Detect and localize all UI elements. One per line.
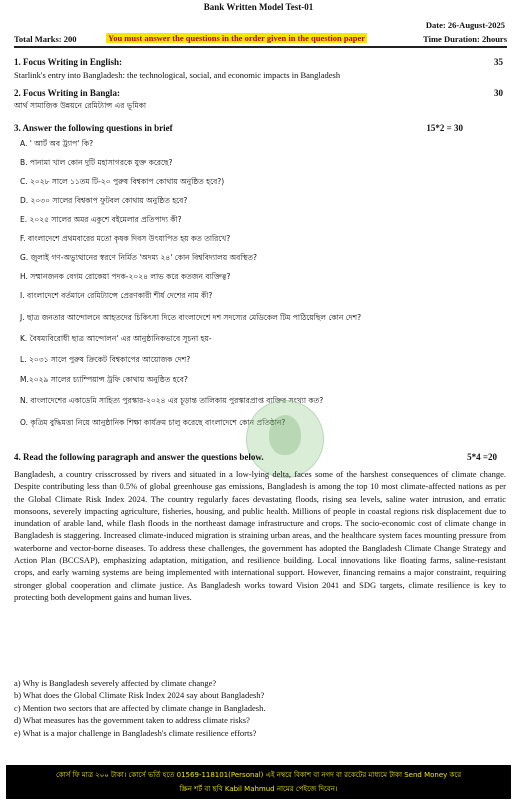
question-3f: F. বাংলাদেশে প্রথমবারের মতো কৃষক দিবস উৎযাপিত হয় কত তারিখে? xyxy=(20,234,231,243)
question-3n: N. বাংলাদেশের একাডেমি সাহিত্য পুরস্কার-২০২৪ এর চূড়ান্ত তালিকায় পুরস্কারপ্রাপ্ত ব্যক্তির সংখ্যা কত? xyxy=(20,396,324,405)
passage-questions xyxy=(14,677,506,739)
question-3m: M.২০২৯ সালের চ্যাম্পিয়ান্স ট্রফি কোথায় অনুষ্ঠিত হবে? xyxy=(20,375,188,384)
question-3l: L. ২০৩১ সালে পুরুষ ক্রিকেট বিশ্বকাপের আয়োজক দেশ? xyxy=(20,355,191,364)
section-2-topic: আর্থ সামাজিক উন্নয়নে রেমিট্যান্স এর ভূমিকা xyxy=(14,101,147,110)
header-divider xyxy=(14,46,507,48)
section-3-marks: 15*2 = 30 xyxy=(426,123,463,133)
course-fee-banner xyxy=(6,765,511,799)
watermark-logo xyxy=(246,400,324,478)
section-4-title: 4. Read the following paragraph and answer the questions below. xyxy=(14,452,264,462)
section-3-title: 3. Answer the following questions in brief xyxy=(14,123,173,133)
question-3g: G. জুলাই গণ-অভ্যুত্থানের স্বরণে নির্মিত 'অদম্য ২৪' কোন বিশ্ববিদ্যালয় অবস্থিত? xyxy=(20,253,257,262)
section-1-heading xyxy=(14,57,503,67)
section-4-heading xyxy=(14,452,503,462)
section-1-title: 1. Focus Writing in English: xyxy=(14,57,122,67)
section-2-heading xyxy=(14,88,503,98)
paper-title: Bank Written Model Test-01 xyxy=(203,2,314,12)
banner-line-1: কোর্স ফি মাত্র ২০০ টাকা। কোর্সে ভর্তি হতে 01569-118101(Personal) এই নম্বরে বিকাশ বা নগদ বা রকেটের মাধ্যমে টাকা Send Money করে xyxy=(55,771,462,779)
question-3d: D. ২০৩০ সালের বিশ্বকাপ ফুটবল কোথায় অনুষ্ঠিত হবে? xyxy=(20,196,188,205)
question-3h: H. সম্মানজনক বেগম রোকেয়া পদক-২০২৪ লাভ করে কতজন ব্যক্তিত্ব? xyxy=(20,272,231,281)
banner-line-2: স্ক্রিন শর্ট বা ছবি Kabil Mahmud নামের পেইজে দিবেন। xyxy=(179,785,338,793)
question-4b: b) What does the Global Climate Risk Index 2024 say about Bangladesh? xyxy=(14,690,265,701)
section-1-topic: Starlink's entry into Bangladesh: the technological, social, and economic impacts in Bangladesh xyxy=(14,70,341,80)
question-3a: A. ' আর্ট অব ট্র্যাপ' কি? xyxy=(20,139,94,148)
section-4-marks: 5*4 =20 xyxy=(467,452,497,462)
time-duration: Time Duration: 2hours xyxy=(423,34,507,44)
question-3i: I. বাংলাদেশে বর্তমানে রেমিট্যান্সে প্রেরণকারী শীর্ষ দেশের নাম কী? xyxy=(20,291,213,300)
question-3e: E. ২০২৫ সালের অমর একুশে বইমেলার প্রতিপাদ্য কী? xyxy=(20,215,182,224)
question-3j: J. ছাত্র জনতার আন্দোলনে আহতদের চিকিৎসা দিতে বাংলাদেশে দশ সদস্যের মেডিকেল টিম পাঠিয়েছিল কোন দেশ? xyxy=(20,313,362,322)
question-4a: a) Why is Bangladesh severely affected by climate change? xyxy=(14,678,217,688)
question-4e: e) What is a major challenge in Bangladesh's climate resilience efforts? xyxy=(14,727,257,738)
section-2-marks: 30 xyxy=(494,88,503,98)
question-4d: d) What measures has the government taken to address climate risks? xyxy=(14,715,250,726)
exam-date: Date: 26-August-2025 xyxy=(425,20,505,30)
question-3c: C. ২০২৮ সালে ১১তম টি-২০ পুরুষ বিশ্বকাপ কোথায় অনুষ্ঠিত হবে?) xyxy=(20,177,225,186)
question-3o: O. কৃত্রিম বুদ্ধিমত্তা নিয়ে আনুষ্ঠানিক শিক্ষা কার্যক্রম চালু করেছে বাংলাদেশে কোন প্রতিষ্ঠান? xyxy=(20,418,286,427)
header-info-row xyxy=(14,34,507,46)
reading-passage: Bangladesh, a country crisscrossed by rivers and situated in a low-lying delta, faces some of the harshest consequences of climate change. Despite contributing less than 0.5% of global greenhouse gas emissions, Bangladesh is among the top 10 most climate-affected nations as per the Global Climate Risk Index 2024. The country regularly faces devastating floods, rising sea levels, saline water intrusion, and erratic monsoons, severely impacting agriculture, fisheries, housing, and public health. Millions of people in coastal regions risk displacement due to inundation of arable land, while flash floods in the northeast damage infrastructure and crops. The socio-economic cost of climate change in Bangladesh is staggering. Increased climate-induced migration is straining urban areas, and the healthcare system faces mounting pressure from waterborne and vector-borne diseases. To address these challenges, the government has adopted the Bangladesh Climate Change Strategy and Action Plan (BCCSAP), emphasizing adaptation, mitigation, and resilience building. Local innovations like floating farms, saline-resistant crops, and early warning systems are being implemented with international support. However, financing remains a major constraint, requiring stronger global cooperation and climate justice. As Bangladesh works toward Vision 2041 and SDG targets, climate resilience is key to protecting both development gains and human lives. xyxy=(14,469,506,602)
question-4c: c) Mention two sectors that are affected by climate change in Bangladesh. xyxy=(14,702,266,713)
section-2-title: 2. Focus Writing in Bangla: xyxy=(14,88,120,98)
section-3-heading xyxy=(14,123,503,133)
total-marks: Total Marks: 200 xyxy=(14,34,77,44)
question-3k: K. বৈষম্যবিরোধী ছাত্র আন্দোলন' এর আনুষ্ঠানিকভাবে সূচনা হয়- xyxy=(20,334,212,343)
section-1-marks: 35 xyxy=(494,57,503,67)
instruction-highlight: You must answer the questions in the order given in the question paper xyxy=(108,33,366,43)
question-3b: B. পানামা খাল কোন দুটি মহাসাগরকে যুক্ত করেছে? xyxy=(20,158,173,167)
